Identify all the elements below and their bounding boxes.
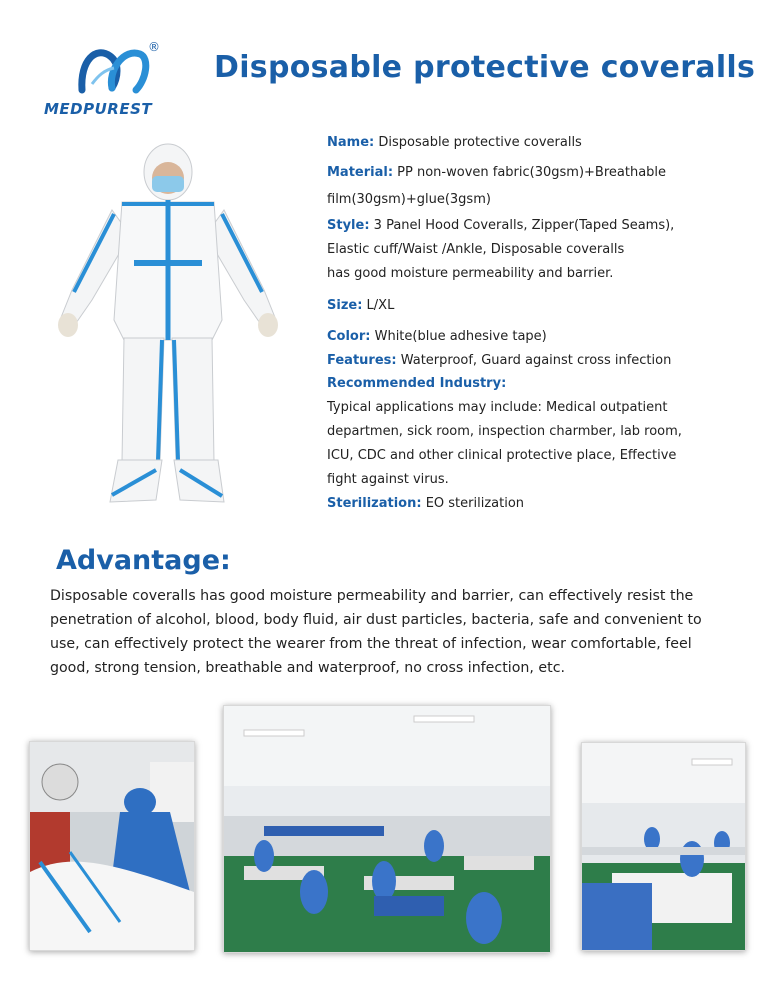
advantage-line: penetration of alcohol, blood, body fluid, air dust particles, bacteria, safe and convenient to (50, 612, 702, 628)
spec-material: Material: PP non-woven fabric(30gsm)+Breathable (327, 165, 667, 180)
medpurest-logo-mark-icon (74, 40, 154, 98)
brand-logo (44, 40, 174, 120)
spec-color: Color: White(blue adhesive tape) (327, 329, 547, 344)
factory-photo-worker (29, 741, 195, 951)
spec-sterilization: Sterilization: EO sterilization (327, 496, 525, 511)
spec-name: Name: Disposable protective coveralls (327, 135, 582, 150)
product-specs (327, 134, 747, 510)
registered-mark: ® (148, 40, 160, 54)
spec-industry-l1: Typical applications may include: Medical outpatient (327, 400, 668, 415)
factory-photo-cutting (581, 742, 746, 951)
advantage-line: use, can effectively protect the wearer from the threat of infection, wear comfortable, feel (50, 636, 692, 652)
advantage-line: Disposable coveralls has good moisture permeability and barrier, can effectively resist the (50, 588, 694, 604)
advantage-body (50, 584, 730, 680)
spec-industry: Recommended Industry: (327, 376, 507, 391)
spec-industry-l4: fight against virus. (327, 472, 449, 487)
spec-features: Features: Waterproof, Guard against cross infection (327, 353, 672, 368)
spec-style-cont2: has good moisture permeability and barrier. (327, 266, 614, 281)
spec-material-cont: film(30gsm)+glue(3gsm) (327, 192, 491, 207)
advantage-line: good, strong tension, breathable and waterproof, no cross infection, etc. (50, 660, 566, 676)
spec-industry-l3: ICU, CDC and other clinical protective place, Effective (327, 448, 677, 463)
page-title: Disposable protective coveralls (214, 50, 756, 85)
coverall-product-image (52, 140, 284, 510)
factory-photo-workshop (223, 705, 551, 953)
advantage-title: Advantage: (56, 545, 231, 576)
spec-industry-l2: departmen, sick room, inspection charmber, lab room, (327, 424, 682, 439)
spec-style: Style: 3 Panel Hood Coveralls, Zipper(Taped Seams), (327, 218, 675, 233)
spec-style-cont: Elastic cuff/Waist /Ankle, Disposable coveralls (327, 242, 625, 257)
brand-name: MEDPUREST (44, 100, 153, 118)
spec-size: Size: L/XL (327, 298, 395, 313)
